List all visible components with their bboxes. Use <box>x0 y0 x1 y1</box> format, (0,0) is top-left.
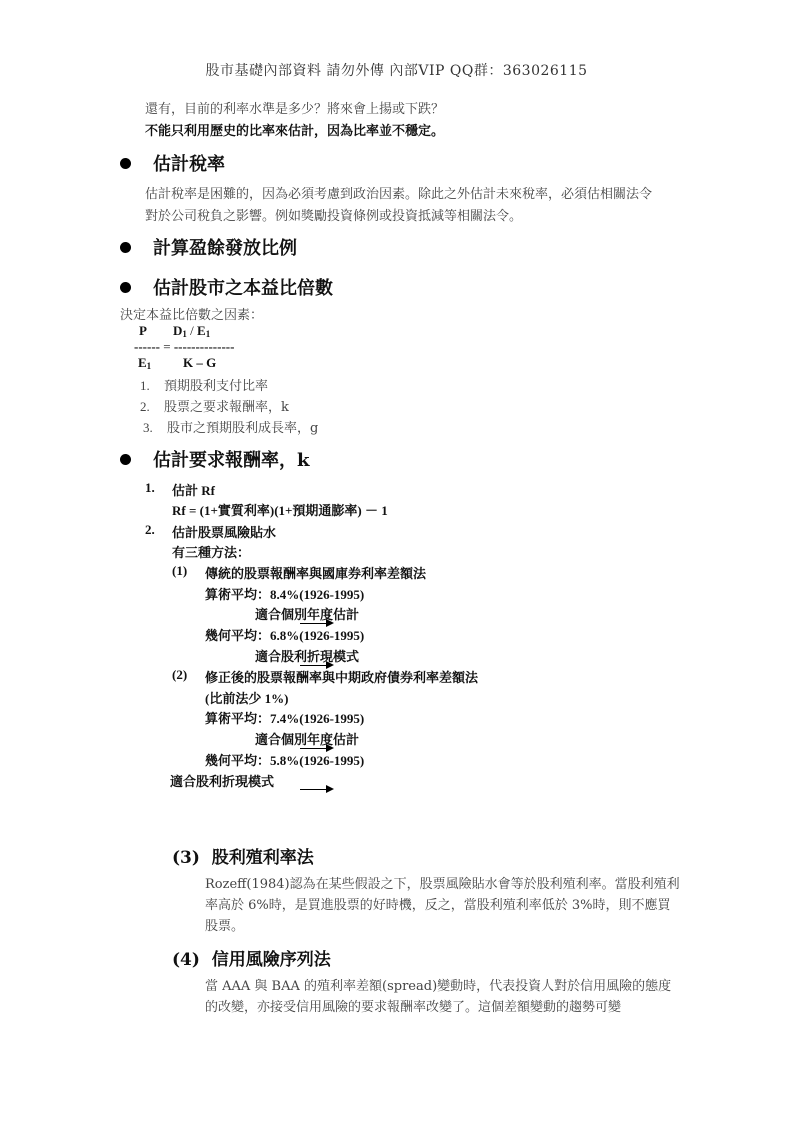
m2-sub: (比前法少 1%) <box>205 691 289 706</box>
pe-factor-2: 2. 股票之要求報酬率，k <box>140 399 289 415</box>
m3-heading: (3) 股利殖利率法 <box>172 848 314 868</box>
m4-body: 當 AAA 與 BAA 的殖利率差額(spread)變動時，代表投資人對於信用風險的態度的改變，亦接受信用風險的要求報酬率改變了。這個差額變動的趨勢可變 <box>205 979 672 1015</box>
formula-lhs-denominator: $E_1$ <box>138 355 152 371</box>
section-k-title: 估計要求報酬率，k <box>153 450 310 471</box>
m2-geo-note: 適合股利折現模式 <box>170 774 275 789</box>
m2-arith-note: 適合個別年度估計 <box>255 732 360 747</box>
section-payout-heading <box>120 234 297 260</box>
m2-geo: 幾何平均：5.8%(1926-1995) <box>205 753 365 768</box>
arrow-right-icon <box>300 748 332 749</box>
m2-num: (2) <box>172 667 188 682</box>
intro-line-1: 還有，目前的利率水準是多少？將來會上揚或下跌？ <box>145 102 445 117</box>
arrow-right-icon <box>300 789 332 790</box>
section-payout-title: 計算盈餘發放比例 <box>153 238 297 259</box>
m1-num: (1) <box>172 563 188 578</box>
m2-title: 修正後的股票報酬率與中期政府債券利率差額法 <box>205 670 479 685</box>
m3-body: Rozeff(1984)認為在某些假設之下，股票風險貼水會等於股利殖利率。當股利殖利率高於 6%時，是買進股票的好時機，反之，當股利殖利率低於 3%時，則不應買股票。 <box>205 877 680 934</box>
step1-num: 1. <box>145 480 155 495</box>
m1-geo: 幾何平均：6.8%(1926-1995) <box>205 628 365 643</box>
formula-lhs-numerator: P <box>139 323 147 338</box>
rf-formula: Rf = (1+實質利率)(1+預期通膨率) － 1 <box>172 503 388 518</box>
formula-rhs-denominator: K – G <box>183 355 217 370</box>
formula-rhs-numerator: $D_1 / E_1$ <box>173 323 211 339</box>
step2-num: 2. <box>145 522 155 537</box>
m1-geo-note: 適合股利折現模式 <box>255 649 360 664</box>
pe-factor-3: 3. 股市之預期股利成長率，g <box>143 420 319 436</box>
step2-title: 估計股票風險貼水 <box>172 525 277 540</box>
m2-arith: 算術平均：7.4%(1926-1995) <box>205 711 365 726</box>
bullet-icon <box>120 282 131 293</box>
page-header: 股市基礎內部資料 請勿外傳 內部VIP QQ群：363026115 <box>205 63 588 79</box>
arrow-right-icon <box>300 665 332 666</box>
arrow-right-icon <box>300 623 332 624</box>
section-tax-heading <box>120 150 225 176</box>
section-pe-title: 估計股市之本益比倍數 <box>153 278 333 299</box>
bullet-icon <box>120 454 131 465</box>
m4-heading: (4) 信用風險序列法 <box>172 950 331 970</box>
intro-line-2: 不能只利用歷史的比率來估計，因為比率並不穩定。 <box>145 124 445 139</box>
bullet-icon <box>120 242 131 253</box>
methods-intro: 有三種方法： <box>172 545 251 560</box>
tax-line-1: 估計稅率是困難的，因為必須考慮到政治因素。除此之外估計未來稅率，必須估相關法令 <box>145 187 653 202</box>
section-pe-heading <box>120 274 333 300</box>
m1-arith: 算術平均：8.4%(1926-1995) <box>205 587 365 602</box>
bullet-icon <box>120 158 131 169</box>
m1-title: 傳統的股票報酬率與國庫券利率差額法 <box>205 566 427 581</box>
section-k-heading <box>120 446 309 472</box>
pe-factor-1: 1. 預期股利支付比率 <box>140 378 269 394</box>
step1-title: 估計 Rf <box>172 483 215 498</box>
section-tax-title: 估計稅率 <box>153 154 225 175</box>
tax-line-2: 對於公司稅負之影響。例如獎勵投資條例或投資抵減等相關法令。 <box>145 209 523 224</box>
m1-arith-note: 適合個別年度估計 <box>255 607 360 622</box>
formula-fraction-bars: ------ = -------------- <box>134 339 235 354</box>
pe-intro: 決定本益比倍數之因素： <box>120 308 264 323</box>
